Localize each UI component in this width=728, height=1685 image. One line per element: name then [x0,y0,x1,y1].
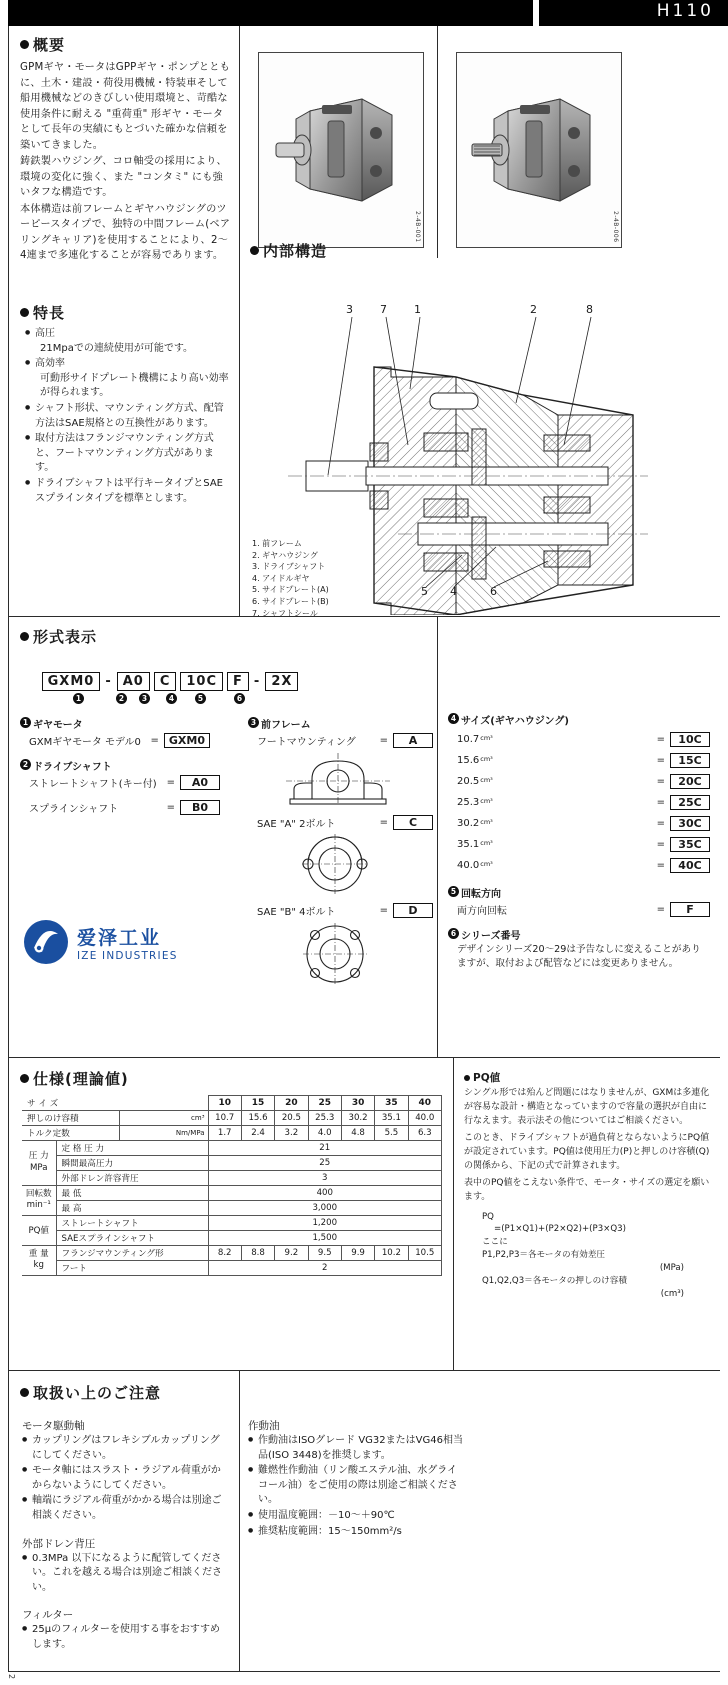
features-title: 特長 [20,302,232,323]
code-marker-1: 1 [73,693,84,704]
cell: 35.1 [375,1110,408,1125]
table-row [22,1245,442,1260]
internal-structure-section [250,240,327,261]
table-row [22,1200,442,1215]
features-section [20,302,232,507]
formula-line: ここに [482,1237,508,1248]
caution-column-rule [239,1371,240,1671]
equals-sign: = [656,797,665,808]
cell-span: 2 [208,1260,441,1275]
cell: 5.5 [375,1125,408,1140]
spec-section [20,1068,129,1089]
watermark-logo [22,918,178,966]
size-value: 40.0 [457,860,480,871]
group-label-sub: kg [33,1260,44,1270]
option-value: F [670,902,710,917]
page-header-bar [0,0,728,26]
option-row [248,733,433,748]
callout-number: 2 [530,303,537,316]
caution-group-head: 作動油 [248,1420,280,1432]
size-value: 15.6 [457,755,480,766]
size-col: 30 [341,1096,374,1111]
option-value: 10C [670,732,710,747]
option-label [457,776,652,787]
cautions-right-column [248,1418,463,1540]
option-row [448,858,710,873]
feature-body: 可動形サイドプレート機構により高い効率が得られます。 [40,372,229,399]
cell: 1.7 [208,1125,241,1140]
cell-span: 3 [208,1170,441,1185]
caution-item: ● 使用温度範囲：－10〜＋90℃ [248,1509,463,1524]
option-label [457,797,652,808]
internal-structure-legend [252,538,329,619]
option-row [20,800,220,815]
group-label-text: 回転数 [25,1188,52,1199]
frame-bottom-rule [8,1671,720,1672]
feature-head: 高圧 [35,328,55,339]
page-number: 2 [7,1673,16,1679]
cell: 6.3 [408,1125,441,1140]
pq-title: PQ値 [473,1072,501,1084]
option-value: 25C [670,795,710,810]
group-title-text: シリーズ番号 [461,931,521,942]
callout-number: 4 [450,585,457,598]
foot-mounting-icon [278,751,398,807]
overview-paragraph: 鋳鉄製ハウジング、コロ軸受の採用により、環境の変化に強く、また "コンタミ" にも強いタフな構造です。 [20,156,227,198]
cell: 4.0 [308,1125,341,1140]
feature-body: シャフト形状、マウンティング方式、配管方法はSAE規格との互換性があります。 [35,402,224,429]
code-part-size: 10C [180,672,223,691]
callout-number: 8 [586,303,593,316]
size-value: 10.7 [457,734,480,745]
size-value: 25.3 [457,797,480,808]
feature-item [25,327,232,356]
caution-item: ● 25μのフィルターを使用する事をおすすめします。 [22,1623,227,1652]
gear-motor-photo-illustration [464,75,614,225]
option-value: D [393,903,433,918]
option-label [457,755,652,766]
code-part-frontframe: C [154,672,177,691]
pq-formula [464,1211,712,1301]
option-row [20,733,210,748]
cell-span: 21 [208,1140,441,1155]
row-label: 押しのけ容積 [22,1110,120,1125]
cell: 9.5 [308,1245,341,1260]
section-rule-3 [8,1370,720,1371]
table-row [22,1185,442,1200]
sae-a-2bolt-icon [280,833,390,895]
feature-body: 21Mpaでの連続使用が可能です。 [40,342,194,354]
option-label: フートマウンティング [257,737,356,748]
option-row [448,732,710,747]
product-photo-1 [258,52,424,248]
caution-item: ● カップリングはフレキシブルカップリングにしてください。 [22,1434,227,1463]
row-label: フート [56,1260,208,1275]
size-unit: cm³ [480,818,493,826]
size-unit: cm³ [480,734,493,742]
model-column-rule [437,617,438,1057]
ize-logo-icon [22,918,70,966]
caution-item: ● 難燃性作動油（リン酸エステル油、水グライコール油）をご使用の際は別途ご相談ください。 [248,1464,463,1508]
option-value: B0 [180,800,220,815]
code-marker-3: 3 [139,693,150,704]
feature-body: ドライブシャフトは平行キータイプとSAEスプラインタイプを標準とします。 [35,477,223,504]
row-label: 最 低 [56,1185,208,1200]
cell: 3.2 [275,1125,308,1140]
code-part-rotation: F [227,672,249,691]
equals-sign: = [166,777,175,788]
code-marker-6: 6 [234,693,245,704]
callout-number: 3 [346,303,353,316]
row-unit: cm³ [120,1110,208,1125]
table-row [22,1230,442,1245]
size-col: 40 [408,1096,441,1111]
formula-line: (cm³) [660,1288,684,1299]
option-row [448,816,710,831]
callout-number: 1 [414,303,421,316]
option-label: 両方向回転 [457,906,507,917]
code-part-series: 2X [265,672,298,691]
spec-column-rule [453,1058,454,1370]
row-label: 瞬間最高圧力 [56,1155,208,1170]
formula-line: =(P1×Q1)+(P2×Q2)+(P3×Q3) [494,1224,626,1235]
row-label: SAEスプラインシャフト [56,1230,208,1245]
group-title [448,712,710,727]
equals-sign: = [379,817,388,828]
cell: 8.8 [241,1245,274,1260]
option-label [457,839,652,850]
option-value: 35C [670,837,710,852]
group-label-speed [22,1185,56,1215]
table-row [22,1155,442,1170]
code-dash: - [105,674,112,689]
option-value: A0 [180,775,220,790]
group-title-text: サイズ(ギヤハウジング) [461,716,569,727]
row-label: フランジマウンティング形 [56,1245,208,1260]
group-label-pq [22,1215,56,1245]
group-marker: 5 [448,886,459,897]
cell: 8.2 [208,1245,241,1260]
option-row [448,837,710,852]
equals-sign: = [656,755,665,766]
group-label-text: 圧 力 [28,1151,49,1162]
equals-sign: = [656,734,665,745]
equals-sign: = [656,904,665,915]
caution-item: ● 推奨粘度範囲：15〜150mm²/s [248,1525,463,1540]
group-title [448,927,710,942]
caution-group-head: フィルター [22,1609,74,1622]
option-row [248,815,433,830]
option-label: GXMギヤモータ モデル0 [29,737,141,748]
size-value: 20.5 [457,776,480,787]
overview-title: 概要 [20,34,232,55]
callout-number: 5 [421,585,428,598]
group-label-weight [22,1245,56,1275]
feature-head: 高効率 [35,358,65,370]
bullet-icon [464,1075,470,1081]
table-row [22,1110,442,1125]
cell-span: 400 [208,1185,441,1200]
gear-motor-photo-illustration [266,75,416,225]
group-label-sub: MPa [30,1162,48,1173]
code-dash: - [253,674,261,689]
option-row [448,902,710,917]
table-row [22,1140,442,1155]
overview-section [20,34,232,265]
overview-paragraph: 本体構造は前フレームとギヤハウジングのツーピースタイプで、独特の中間フレーム(ベアリングキャリア)を使用することにより、2〜4連まで多連化することが容易であります。 [20,203,231,261]
option-label [457,818,652,829]
caution-item: ● 軸端にラジアル荷重がかかる場合は別途ご相談ください。 [22,1494,227,1523]
group-title [20,716,210,731]
header-bar-left [8,0,533,26]
code-marker-5: 5 [195,693,206,704]
caution-item: ● モータ軸にはスラスト・ラジアル荷重がかからないようにしてください。 [22,1464,227,1493]
spec-table-wrap [22,1095,442,1276]
formula-line: P1,P2,P3＝各モータの有効差圧 [482,1250,606,1261]
cautions-title: 取扱い上のご注意 [20,1382,161,1403]
option-label: スプラインシャフト [29,804,119,815]
size-col: 15 [241,1096,274,1111]
overview-paragraph: GPMギヤ・モータはGPPギヤ・ポンプとともに、土木・建設・荷役用機械・特装車そして船用機械などのきびしい使用環境と、苛酷な使用条件に耐える "重荷重" 形ギヤ・モータとして長年の実績にもとづいた確かな信頼を築いてきました。 [20,62,230,151]
model-group-size [448,712,710,972]
model-group-gearmotor [20,716,210,748]
group-marker: 3 [248,717,259,728]
group-label-pressure [22,1140,56,1185]
formula-line: PQ [482,1211,494,1222]
cell: 9.9 [341,1245,374,1260]
section-rule-2 [8,1057,720,1058]
row-label: 定 格 圧 力 [56,1140,208,1155]
size-value: 30.2 [457,818,480,829]
cell: 10.5 [408,1245,441,1260]
group-marker: 6 [448,928,459,939]
group-title-text: ドライブシャフト [33,762,112,773]
model-group-driveshaft [20,758,220,815]
group-title [20,758,220,773]
equals-sign: = [166,802,175,813]
caution-item: ● 0.3MPa 以下になるように配管してください。これを越える場合は別途ご相談ください。 [22,1552,227,1596]
row-label: トルク定数 [22,1125,120,1140]
size-col: 20 [275,1096,308,1111]
row-unit: Nm/MPa [120,1125,208,1140]
code-part-gearmotor: GXM0 [42,672,101,691]
group-marker: 2 [20,759,31,770]
cell-span: 25 [208,1155,441,1170]
group-title [448,885,710,900]
size-value: 35.1 [457,839,480,850]
legend-item: 6. サイドプレート(B) [252,596,329,606]
legend-item: 4. アイドルギヤ [252,573,310,583]
photo-divider-rule [437,26,438,258]
feature-item [25,357,232,401]
feature-body: 取付方法はフランジマウンティング方式と、フートマウンティング方式があります。 [35,433,214,474]
formula-line: (MPa) [659,1263,684,1274]
code-part-shaft: A0 [117,672,150,691]
cell: 10.7 [208,1110,241,1125]
spec-title: 仕様(理論値) [20,1068,129,1089]
size-unit: cm³ [480,776,493,784]
size-unit: cm³ [480,755,493,763]
option-value: 40C [670,858,710,873]
cell-span: 1,500 [208,1230,441,1245]
option-value: C [393,815,433,830]
cell: 25.3 [308,1110,341,1125]
frame-left-rule [8,26,9,1672]
overview-column-rule [239,26,240,616]
callout-number: 6 [490,585,497,598]
cautions-left-column [22,1418,227,1654]
option-label: SAE "A" 2ボルト [257,819,336,830]
cell: 2.4 [241,1125,274,1140]
option-row [248,903,433,918]
group-label-text: 重 量 [28,1248,49,1259]
table-row [22,1215,442,1230]
page-code: H110 [656,1,714,21]
section-rule-1 [8,616,720,617]
option-label: ストレートシャフト(キー付) [29,779,157,790]
specifications-table [22,1095,442,1276]
group-marker: 4 [448,713,459,724]
option-row [448,774,710,789]
option-value: 20C [670,774,710,789]
row-label: 最 高 [56,1200,208,1215]
watermark-text-en: IZE INDUSTRIES [77,949,178,962]
equals-sign: = [150,735,159,746]
table-header-row [22,1096,442,1111]
legend-item: 7. シャフトシール [252,608,318,618]
cell: 4.8 [341,1125,374,1140]
option-label [457,734,652,745]
legend-item: 5. サイドプレート(A) [252,585,329,595]
pq-section [464,1070,712,1301]
internal-structure-title: 内部構造 [250,240,327,261]
size-col: 10 [208,1096,241,1111]
option-row [20,775,220,790]
option-value: 30C [670,816,710,831]
table-row [22,1125,442,1140]
group-marker: 1 [20,717,31,728]
cell: 40.0 [408,1110,441,1125]
size-unit: cm³ [480,860,493,868]
pq-paragraph: このとき、ドライブシャフトが過負荷とならないようにPQ値が設定されています。PQ値は使用圧力(P)と押しのけ容積(Q)の関係から、下記の式で計算されます。 [464,1132,710,1171]
formula-line: Q1,Q2,Q3＝各モータの押しのけ容積 [482,1275,627,1286]
cell-span: 3,000 [208,1200,441,1215]
product-photo-2 [456,52,622,248]
equals-sign: = [656,839,665,850]
size-unit: cm³ [480,839,493,847]
pq-title-row [464,1070,712,1085]
pq-paragraph: 表中のPQ値をこえない条件で、モータ・サイズの選定を願います。 [464,1177,710,1202]
size-unit: cm³ [480,797,493,805]
table-row [22,1260,442,1275]
sae-b-4bolt-icon [280,921,390,987]
group-label-text: PQ値 [28,1226,50,1236]
row-label: ストレートシャフト [56,1215,208,1230]
legend-item: 1. 前フレーム [252,539,302,548]
option-row [448,753,710,768]
equals-sign: = [379,905,388,916]
cell: 10.2 [375,1245,408,1260]
code-marker-2: 2 [116,693,127,704]
feature-item [25,477,232,506]
caution-group-head: 外部ドレン背圧 [22,1537,96,1550]
option-value: 15C [670,753,710,768]
cell: 20.5 [275,1110,308,1125]
cell: 9.2 [275,1245,308,1260]
group-title-text: ギヤモータ [33,720,83,731]
option-value: A [393,733,433,748]
equals-sign: = [656,818,665,829]
cautions-section [20,1382,161,1403]
watermark-text-jp: 爱泽工业 [77,926,162,949]
feature-item [25,432,232,476]
option-value: GXM0 [164,733,210,748]
caution-group-head: モータ駆動軸 [22,1420,85,1432]
code-marker-4: 4 [166,693,177,704]
equals-sign: = [656,860,665,871]
model-code-section [20,626,97,647]
equals-sign: = [379,735,388,746]
cell-span: 1,200 [208,1215,441,1230]
group-title-text: 前フレーム [261,720,311,731]
model-code-title: 形式表示 [20,626,97,647]
table-row [22,1170,442,1185]
series-note: デザインシリーズ20〜29は予告なしに変えることがありますが、取付および配管などには変更ありません。 [457,944,701,970]
option-label [457,860,652,871]
photo-caption: 2-4B-001 [414,211,421,243]
row-label: 外部ドレン許容背圧 [56,1170,208,1185]
cell: 15.6 [241,1110,274,1125]
callout-number: 7 [380,303,387,316]
model-group-frontframe [248,716,433,991]
group-title [248,716,433,731]
size-header: サ イ ズ [22,1096,208,1111]
size-col: 35 [375,1096,408,1111]
option-row [448,795,710,810]
option-label: SAE "B" 4ボルト [257,907,336,918]
group-title-text: 回転方向 [461,889,501,900]
pq-paragraph: シングル形では殆んど問題にはなりませんが、GXMは多連化が容易な設計・構造となっていますので容量の選択が自由に行なえます。表示法その他についてはご相談ください。 [464,1088,710,1126]
cell: 30.2 [341,1110,374,1125]
equals-sign: = [656,776,665,787]
feature-item [25,402,232,431]
legend-item: 3. ドライブシャフト [252,562,326,572]
legend-item: 2. ギヤハウジング [252,550,318,560]
model-code-string [47,672,293,704]
photo-caption: 2-4B-006 [612,211,619,243]
caution-item: ● 作動油はISOグレード VG32またはVG46相当品(ISO 3448)を推奨します。 [248,1434,463,1463]
group-label-sub: min⁻¹ [26,1200,51,1210]
size-col: 25 [308,1096,341,1111]
